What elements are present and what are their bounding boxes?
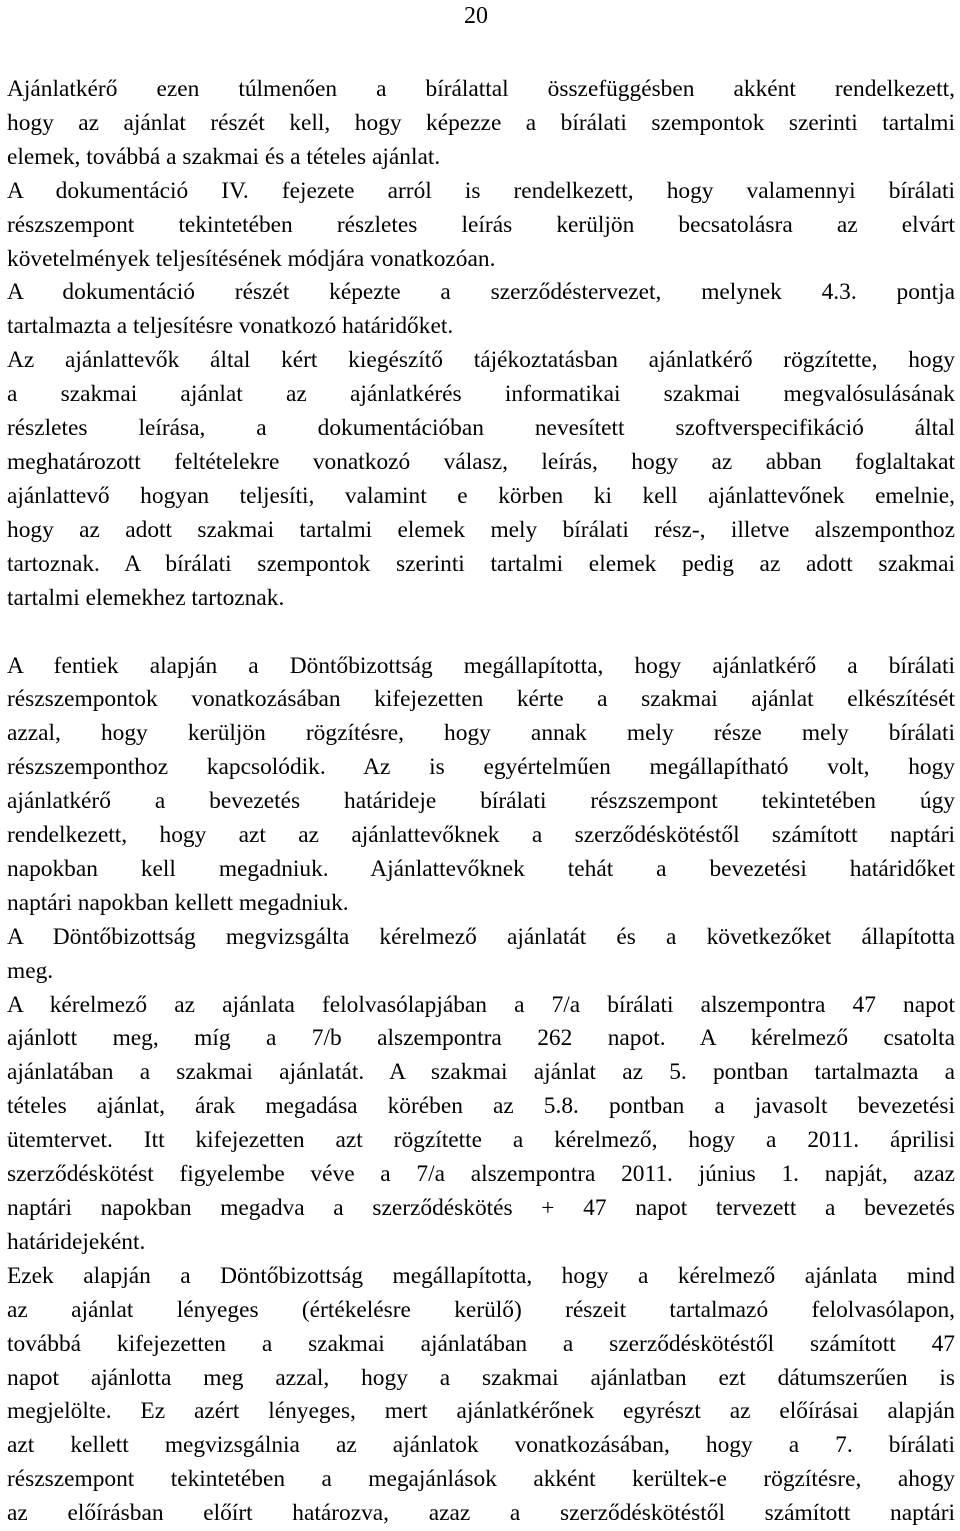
text-line: meghatározott feltételekre vonatkozó válasz, leírás, hogy az abban foglaltakat — [7, 448, 955, 475]
text-line: részletes leírása, a dokumentációban nevesített szoftverspecifikáció által — [7, 415, 955, 442]
paragraph — [7, 73, 955, 175]
text-line: részszempont tekintetében részletes leírás kerüljön becsatolásra az elvárt — [7, 211, 955, 238]
text-line: megjelölte. Ez azért lényeges, mert ajánlatkérőnek egyrészt az előírásai alapján — [7, 1398, 955, 1425]
text-line: A fentiek alapján a Döntőbizottság megállapította, hogy ajánlatkérő a bírálati — [7, 652, 955, 679]
text-line: Az ajánlattevők által kért kiegészítő tájékoztatásban ajánlatkérő rögzítette, hogy — [7, 347, 955, 374]
text-line: A kérelmező az ajánlata felolvasólapjában a 7/a bírálati alszempontra 47 napot — [7, 991, 955, 1018]
document-body — [7, 73, 955, 1531]
text-line: határidejeként. — [7, 1228, 146, 1255]
text-line: napokban kell megadniuk. Ajánlattevőknek tehát a bevezetési határidőket — [7, 855, 955, 882]
text-line: A dokumentáció IV. fejezete arról is rendelkezett, hogy valamennyi bírálati — [7, 177, 955, 204]
text-line: a szakmai ajánlat az ajánlatkérés informatikai szakmai megvalósulásának — [7, 381, 955, 408]
text-line: az előírásban előírt határozva, azaz a szerződéskötéstől számított naptári — [7, 1500, 955, 1527]
text-line: naptári napokban kellett megadniuk. — [7, 889, 349, 916]
text-line: ajánlattevő hogyan teljesíti, valamint e körben ki kell ajánlattevőnek emelnie, — [7, 482, 955, 509]
text-line: részszempontok vonatkozásában kifejezetten kérte a szakmai ajánlat elkészítését — [7, 686, 955, 713]
paragraph — [7, 921, 955, 989]
text-line: napot ajánlotta meg azzal, hogy a szakmai ajánlatban ezt dátumszerűen is — [7, 1364, 955, 1391]
paragraph — [7, 276, 955, 344]
paragraph — [7, 175, 955, 277]
paragraph — [7, 989, 955, 1260]
text-line: tartoznak. A bírálati szempontok szerinti tartalmi elemek pedig az adott szakmai — [7, 550, 955, 577]
text-line: ajánlatában a szakmai ajánlatát. A szakmai ajánlat az 5. pontban tartalmazta a — [7, 1059, 955, 1086]
text-line: Ajánlatkérő ezen túlmenően a bírálattal összefüggésben akként rendelkezett, — [7, 76, 955, 102]
text-line: hogy az ajánlat részét kell, hogy képezze a bírálati szempontok szerinti tartalmi — [7, 109, 955, 136]
text-line: A dokumentáció részét képezte a szerződéstervezet, melynek 4.3. pontja — [7, 279, 955, 306]
text-line: ajánlott meg, míg a 7/b alszempontra 262 napot. A kérelmező csatolta — [7, 1025, 955, 1052]
text-line: tételes ajánlat, árak megadása körében az 5.8. pontban a javasolt bevezetési — [7, 1093, 955, 1120]
text-line: továbbá kifejezetten a szakmai ajánlatában a szerződéskötéstől számított 47 — [7, 1330, 955, 1357]
text-line: naptári napokban megadva a szerződéskötés + 47 napot tervezett a bevezetés — [7, 1195, 955, 1221]
paragraph — [7, 1260, 955, 1531]
text-line: tartalmi elemekhez tartoznak. — [7, 584, 285, 611]
text-line: ajánlatkérő a bevezetés határideje bírálati részszempont tekintetében úgy — [7, 788, 955, 815]
text-line: szerződéskötést figyelembe véve a 7/a alszempontra 2011. június 1. napját, azaz — [7, 1161, 955, 1188]
paragraph — [7, 650, 955, 921]
text-line: részszempont tekintetében a megajánlások akként kerültek-e rögzítésre, ahogy — [7, 1466, 955, 1493]
text-line: az ajánlat lényeges (értékelésre kerülő) részeit tartalmazó felolvasólapon, — [7, 1296, 955, 1323]
text-line: azzal, hogy kerüljön rögzítésre, hogy annak mely része mely bírálati — [7, 720, 955, 747]
text-line: tartalmazta a teljesítésre vonatkozó határidőket. — [7, 313, 454, 340]
text-line: részszemponthoz kapcsolódik. Az is egyértelműen megállapítható volt, hogy — [7, 754, 955, 781]
page-number: 20 — [464, 3, 488, 29]
text-line: elemek, továbbá a szakmai és a tételes ajánlat. — [7, 143, 441, 170]
text-line: követelmények teljesítésének módjára vonatkozóan. — [7, 245, 496, 272]
paragraph — [7, 344, 955, 615]
text-line: meg. — [7, 957, 54, 984]
text-line: ütemtervet. Itt kifejezetten azt rögzítette a kérelmező, hogy a 2011. áprilisi — [7, 1127, 955, 1154]
text-line: A Döntőbizottság megvizsgálta kérelmező ajánlatát és a következőket állapította — [7, 923, 955, 950]
paragraph-spacer — [7, 616, 955, 650]
text-line: hogy az adott szakmai tartalmi elemek mely bírálati rész-, illetve alszemponthoz — [7, 516, 955, 543]
text-line: azt kellett megvizsgálnia az ajánlatok vonatkozásában, hogy a 7. bírálati — [7, 1432, 955, 1459]
text-line: Ezek alapján a Döntőbizottság megállapította, hogy a kérelmező ajánlata mind — [7, 1262, 955, 1289]
text-line: rendelkezett, hogy azt az ajánlattevőknek a szerződéskötéstől számított naptári — [7, 822, 955, 849]
